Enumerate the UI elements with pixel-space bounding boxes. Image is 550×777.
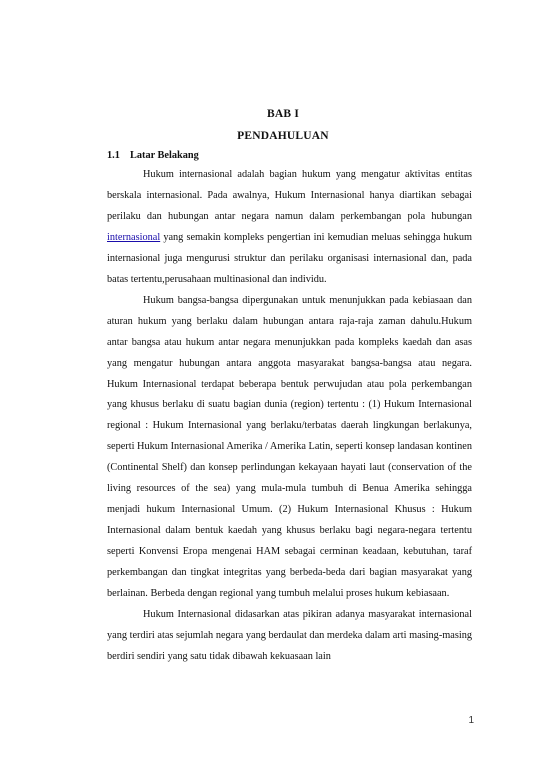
chapter-title: PENDAHULUAN — [237, 130, 329, 142]
section-number: 1.1 — [107, 150, 120, 161]
paragraph-text: Hukum internasional adalah bagian hukum yang mengatur aktivitas entitas berskala internasional. Pada awalnya, Hukum Internasional hanya diartikan sebagai perilaku dan hubungan antar negara namun dalam perkembangan pola hubungan — [107, 169, 472, 222]
paragraph-text: yang semakin kompleks pengertian ini kemudian meluas sehingga hukum internasional juga mengurusi struktur dan perilaku organisasi internasional dan, pada batas tertentu,perusahaan multinasional dan individu. — [107, 231, 472, 285]
internasional-link[interactable]: internasional — [107, 231, 161, 243]
section-title: Latar Belakang — [130, 150, 199, 161]
section-heading — [107, 150, 199, 161]
body-text — [107, 165, 472, 668]
paragraph — [107, 165, 472, 291]
paragraph: Hukum Internasional didasarkan atas pikiran adanya masyarakat internasional yang terdiri atas sejumlah negara yang berdaulat dan merdeka dalam arti masing-masing berdiri sendiri yang satu tidak dibawah kekuasaan lain — [107, 609, 472, 662]
paragraph: Hukum bangsa-bangsa dipergunakan untuk menunjukkan pada kebiasaan dan aturan hukum yang berlaku dalam hubungan antara raja-raja zaman dahulu.Hukum antar bangsa atau hukum antar negara menunjukkan pada kompleks kaedah dan asas yang mengatur hubungan antara anggota masyarakat bangsa-bangsa atau negara. Hukum Internasional terdapat beberapa bentuk perwujudan atau pola perkembangan yang khusus berlaku di suatu bagian dunia (region) tertentu : (1) Hukum Internasional regional : Hukum Internasional yang berlaku/terbatas daerah lingkungan berlakunya, seperti Hukum Internasional Amerika / Amerika Latin, seperti konsep landasan kontinen (Continental Shelf) dan konsep perlindungan kekayaan hayati laut (conservation of the living resources of the sea) yang mula-mula tumbuh di Benua Amerika sehingga menjadi hukum Internasional Umum. (2) Hukum Internasional Khusus : Hukum Internasional dalam bentuk kaedah yang khusus berlaku bagi negara-negara tertentu seperti Konvensi Eropa mengenai HAM sebagai cerminan keadaan, kebutuhan, taraf perkembangan dan tingkat integritas yang berbeda-beda dari bagian masyarakat yang berlainan. Berbeda dengan regional yang tumbuh melalui proses hukum kebiasaan. — [107, 294, 472, 600]
page-number: 1 — [468, 715, 474, 726]
chapter-heading: BAB I — [267, 108, 299, 120]
